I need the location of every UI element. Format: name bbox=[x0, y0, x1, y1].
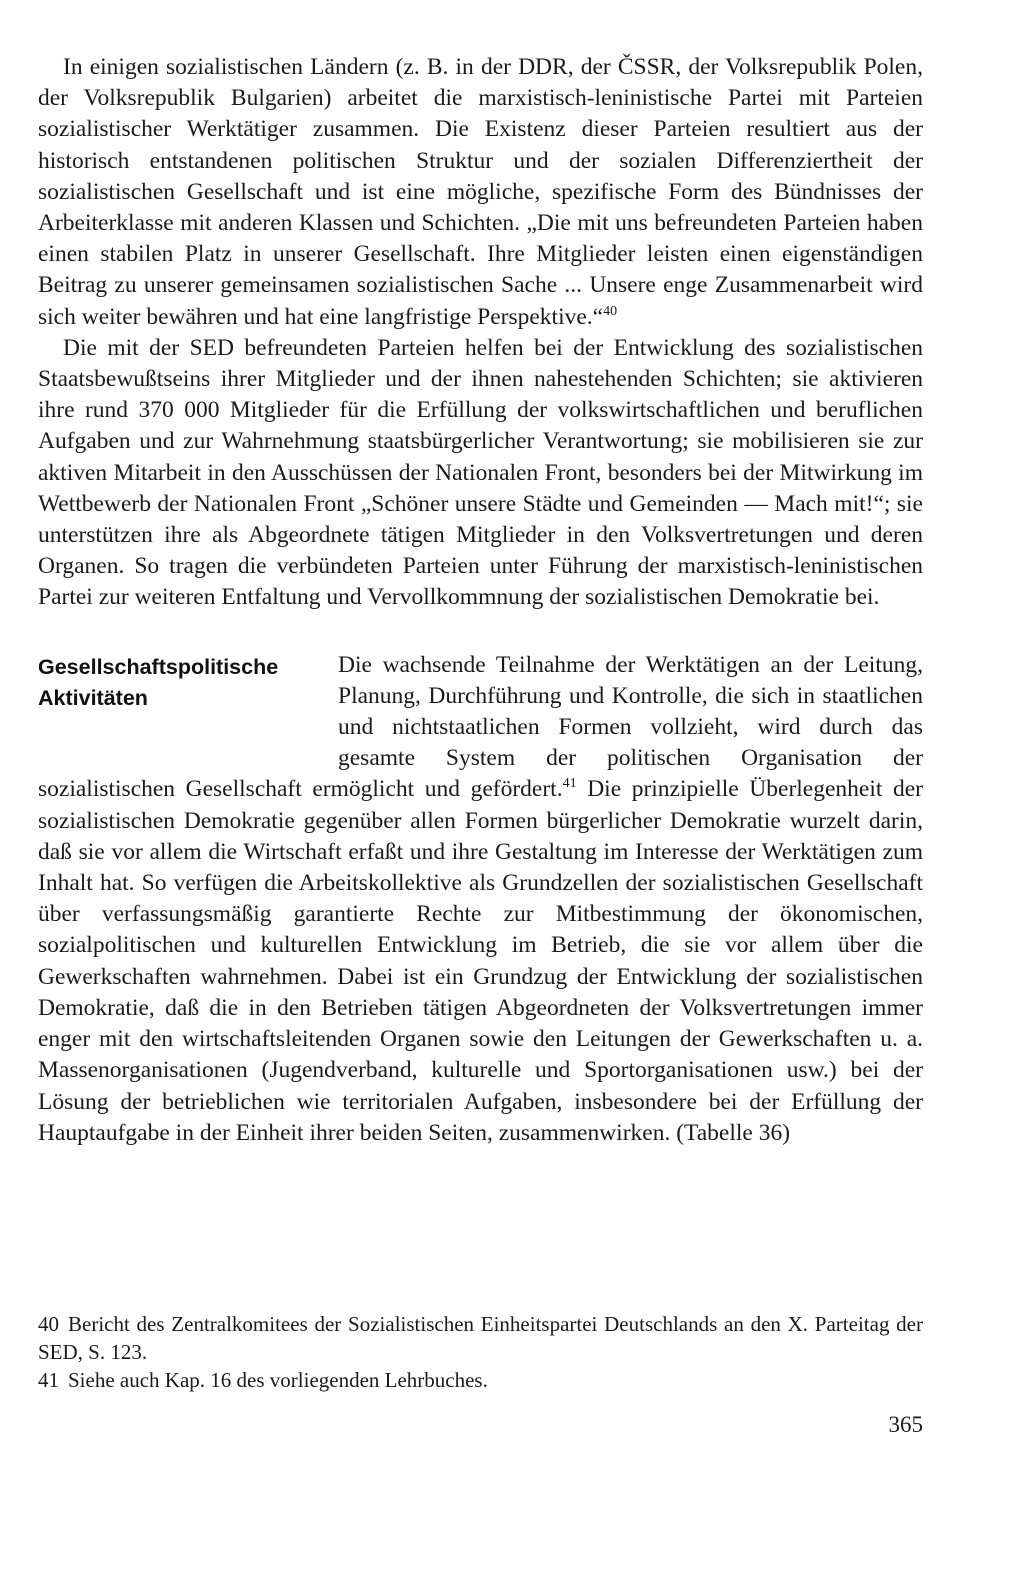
section-heading-line-1: Gesellschaftspolitische bbox=[38, 654, 279, 679]
footnote-ref-40[interactable]: 40 bbox=[603, 303, 618, 319]
paragraph-2: Die mit der SED befreundeten Parteien helfen bei der Entwicklung des sozialistischen Staatsbewußtseins ihrer Mitglieder und der ihnen nahestehenden Schichten; sie aktivieren ihre rund 370 000 Mitglieder für die Erfüllung der volkswirtschaftlichen und beruflichen Aufgaben und zur Wahrnehmung staatsbürgerlicher Verantwortung; sie mobilisieren sie zur aktiven Mitarbeit in den Ausschüssen der Nationalen Front, besonders bei der Mitwirkung im Wettbewerb der Nationalen Front „Schöner unsere Städte und Gemeinden — Mach mit!“; sie unterstützen ihre als Abgeordnete tätigen Mitglieder in den Volksvertretungen und deren Organen. So tragen die verbündeten Parteien unter Führung der marxistisch-leninistischen Partei zur weiteren Entfaltung und Vervollkommnung der sozialistischen Demokratie bei. bbox=[38, 334, 923, 611]
page-number: 365 bbox=[888, 1412, 923, 1437]
section-gesellschaftspolitische-aktivitaeten bbox=[38, 650, 923, 1149]
paragraph-1 bbox=[38, 52, 923, 333]
footnote-number: 40 bbox=[38, 1312, 59, 1336]
section-text-part-1: Die wachsende Teilnahme der Werktätigen an der Leitung, Planung, Durchführung und Kontrolle, die sich in staatlichen und nichtstaatlichen Formen vollzieht, wird durch das gesamte System der politischen Organisation der sozialistischen Gesellschaft ermöglicht und gefördert. bbox=[38, 651, 923, 803]
footnote-number: 41 bbox=[38, 1368, 59, 1392]
section-heading bbox=[38, 652, 338, 746]
section-heading-line-2: Aktivitäten bbox=[38, 685, 148, 710]
footnote-41 bbox=[38, 1366, 923, 1394]
footnotes bbox=[38, 1310, 923, 1394]
footnote-text: Siehe auch Kap. 16 des vorliegenden Lehrbuches. bbox=[68, 1368, 488, 1392]
page-body bbox=[38, 52, 923, 1149]
footnote-40 bbox=[38, 1310, 923, 1366]
footnote-ref-41[interactable]: 41 bbox=[562, 776, 577, 792]
section-text-part-2: Die prinzipielle Überlegenheit der sozialistischen Demokratie gegenüber allen Formen bürgerlicher Demokratie wurzelt darin, daß sie vor allem die Wirtschaft erfaßt und ihre Gestaltung im Interesse der Werktätigen zum Inhalt hat. So verfügen die Arbeitskollektive als Grundzellen der sozialistischen Gesellschaft über verfassungsmäßig garantierte Rechte zur Mitbestimmung der ökonomischen, sozialpolitischen und kulturellen Entwicklung im Betrieb, die sie vor allem über die Gewerkschaften wahrnehmen. Dabei ist ein Grundzug der Entwicklung der sozialistischen Demokratie, daß die in den Betrieben tätigen Abgeordneten der Volksvertretungen immer enger mit den wirtschaftsleitenden Organen sowie den Leitungen der Gewerkschaften u. a. Massenorganisationen (Jugendverband, kulturelle und Sportorganisationen usw.) bei der Lösung der betrieblichen wie territorialen Aufgaben, insbesondere bei der Erfüllung der Hauptaufgabe in der Einheit ihrer beiden Seiten, zusammenwirken. (Tabelle 36) bbox=[38, 776, 923, 1146]
paragraph-1-text: In einigen sozialistischen Ländern (z. B. in der DDR, der ČSSR, der Volksrepublik Polen, der Volksrepublik Bulgarien) arbeitet die marxistisch-leninistische Partei mit Parteien sozialistischer Werktätiger zusammen. Die Existenz dieser Parteien resultiert aus der historisch entstandenen politischen Struktur und der sozialen Differenziertheit der sozialistischen Gesellschaft und ist eine mögliche, spezifische Form des Bündnisses der Arbeiterklasse mit anderen Klassen und Schichten. „Die mit uns befreundeten Parteien haben einen stabilen Platz in unserer Gesellschaft. Ihre Mitglieder leisten einen eigenständigen Beitrag zu unserer gemeinsamen sozialistischen Sache ... Unsere enge Zusammenarbeit wird sich weiter bewähren und hat eine langfristige Perspektive.“ bbox=[38, 54, 923, 330]
footnote-text: Bericht des Zentralkomitees der Sozialistischen Einheitspartei Deutschlands an den X. Parteitag der SED, S. 123. bbox=[38, 1312, 923, 1364]
